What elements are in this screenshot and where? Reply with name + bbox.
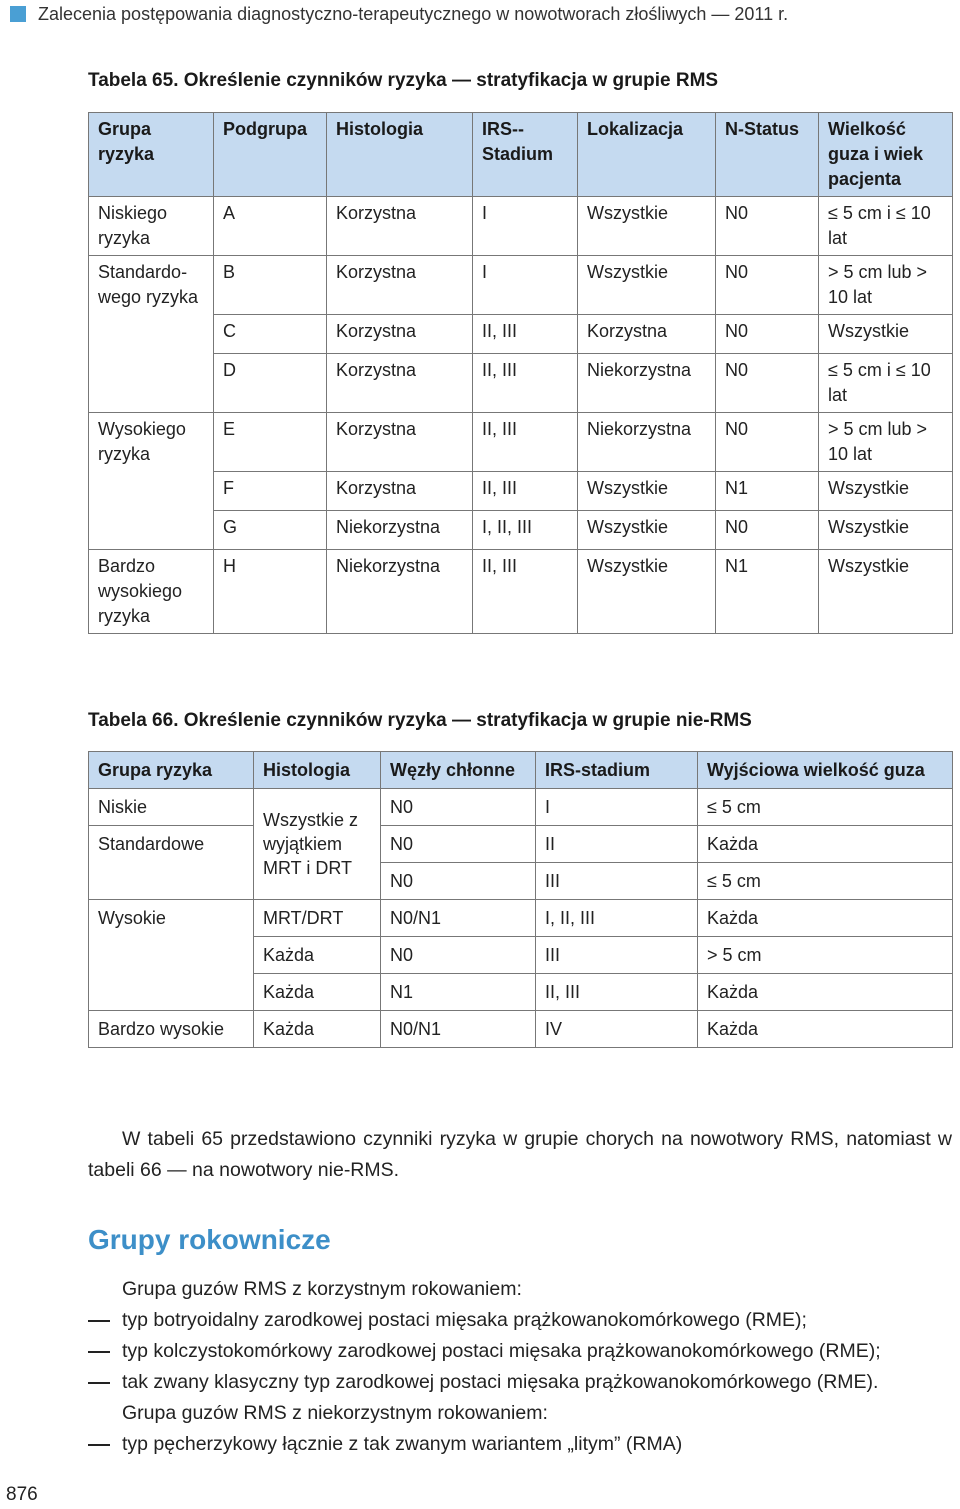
table-cell: > 5 cm lub > 10 lat xyxy=(819,256,953,315)
table65-header: N-Status xyxy=(716,113,819,197)
table-cell: N0 xyxy=(716,315,819,354)
risk-group-cell: Standardowe xyxy=(89,826,254,900)
table-cell: I xyxy=(536,789,698,826)
table-cell: N1 xyxy=(716,550,819,634)
table-cell: Każda xyxy=(698,1011,953,1048)
table-cell: Niekorzystna xyxy=(578,354,716,413)
table-row xyxy=(89,511,953,550)
table-cell: E xyxy=(214,413,327,472)
table-cell: B xyxy=(214,256,327,315)
risk-group-cell: Bardzo wysokiego ryzyka xyxy=(89,550,214,634)
risk-group-cell xyxy=(89,354,214,413)
table-row xyxy=(89,197,953,256)
table-row xyxy=(89,826,953,863)
risk-group-cell: Bardzo wysokie xyxy=(89,1011,254,1048)
table-cell: Korzystna xyxy=(327,315,473,354)
table65-header: Wielkość guza i wiek pacjenta xyxy=(819,113,953,197)
table65-header-row xyxy=(89,113,953,197)
table-cell: II, III xyxy=(473,472,578,511)
table-cell: II, III xyxy=(473,315,578,354)
table66-header: Histologia xyxy=(254,752,381,789)
table-row xyxy=(89,354,953,413)
list-item: typ kolczystokomórkowy zarodkowej postaci mięsaka prążkowanokomórkowego (RME); xyxy=(88,1336,952,1367)
risk-group-cell: Niskiego ryzyka xyxy=(89,197,214,256)
table-cell: N0 xyxy=(716,256,819,315)
table-cell: Wszystkie xyxy=(578,550,716,634)
table-cell: Niekorzystna xyxy=(578,413,716,472)
table66-caption: Tabela 66. Określenie czynników ryzyka — stratyfikacja w grupie nie-RMS xyxy=(88,710,752,731)
risk-group-cell: Niskie xyxy=(89,789,254,826)
table66 xyxy=(88,751,953,1048)
table-cell: Każda xyxy=(254,974,381,1011)
prognosis-list xyxy=(88,1274,952,1460)
table-cell: N1 xyxy=(381,974,536,1011)
table-cell: ≤ 5 cm i ≤ 10 lat xyxy=(819,354,953,413)
table-cell: Korzystna xyxy=(327,256,473,315)
risk-group-cell: Wysokiego ryzyka xyxy=(89,413,214,472)
table-cell: N0/N1 xyxy=(381,900,536,937)
table-cell: II, III xyxy=(473,354,578,413)
table-cell: Każda xyxy=(698,826,953,863)
table-cell: Wszystkie xyxy=(819,550,953,634)
risk-group-cell: Wysokie xyxy=(89,900,254,1011)
table-cell: Wszystkie xyxy=(578,511,716,550)
table-cell: I xyxy=(473,256,578,315)
table66-header: IRS-stadium xyxy=(536,752,698,789)
table65-header: Histologia xyxy=(327,113,473,197)
list-item: typ pęcherzykowy łącznie z tak zwanym wariantem „litym” (RMA) xyxy=(88,1429,952,1460)
table-cell: Wszystkie xyxy=(819,315,953,354)
table-cell: ≤ 5 cm i ≤ 10 lat xyxy=(819,197,953,256)
table-cell: Wszystkie xyxy=(578,472,716,511)
table66-header: Grupa ryzyka xyxy=(89,752,254,789)
table-cell: Wszystkie xyxy=(578,256,716,315)
risk-group-cell xyxy=(89,511,214,550)
table66-header: Wyjściowa wielkość guza xyxy=(698,752,953,789)
table-cell: Korzystna xyxy=(327,413,473,472)
table-row xyxy=(89,900,953,937)
table-row xyxy=(89,413,953,472)
table-cell: > 5 cm xyxy=(698,937,953,974)
favorable-label: Grupa guzów RMS z korzystnym rokowaniem: xyxy=(122,1278,522,1300)
table-cell: F xyxy=(214,472,327,511)
table-cell: G xyxy=(214,511,327,550)
table-cell: C xyxy=(214,315,327,354)
table-cell: Korzystna xyxy=(327,472,473,511)
table-cell: N0 xyxy=(716,197,819,256)
table-cell: Korzystna xyxy=(578,315,716,354)
table-cell: III xyxy=(536,863,698,900)
table65-caption: Tabela 65. Określenie czynników ryzyka — stratyfikacja w grupie RMS xyxy=(88,70,719,91)
table-cell: Każda xyxy=(698,900,953,937)
table65-header: Grupa ryzyka xyxy=(89,113,214,197)
table65-header: IRS--Stadium xyxy=(473,113,578,197)
running-header xyxy=(0,2,960,28)
table-cell: Wszystkie xyxy=(819,472,953,511)
table-cell: Każda xyxy=(254,1011,381,1048)
table-cell: IV xyxy=(536,1011,698,1048)
table-cell: Wszystkie xyxy=(578,197,716,256)
table-row xyxy=(89,550,953,634)
table-cell: I, II, III xyxy=(536,900,698,937)
header-square-icon xyxy=(10,6,26,22)
table-row xyxy=(89,789,953,826)
histology-merged-cell: Wszystkie z wyjątkiem MRT i DRT xyxy=(254,789,381,900)
table-row xyxy=(89,1011,953,1048)
table-cell: N0 xyxy=(716,354,819,413)
table-row xyxy=(89,315,953,354)
table-cell: N0/N1 xyxy=(381,1011,536,1048)
unfavorable-label: Grupa guzów RMS z niekorzystnym rokowaniem: xyxy=(122,1402,548,1424)
table-row xyxy=(89,472,953,511)
table-cell: Niekorzystna xyxy=(327,550,473,634)
table-cell: A xyxy=(214,197,327,256)
table-cell: II, III xyxy=(473,413,578,472)
table-row xyxy=(89,256,953,315)
table-cell: N0 xyxy=(716,413,819,472)
table65-header: Lokalizacja xyxy=(578,113,716,197)
table66-header: Węzły chłonne xyxy=(381,752,536,789)
list-item: tak zwany klasyczny typ zarodkowej postaci mięsaka prążkowanokomórkowego (RME). xyxy=(88,1367,952,1398)
table65 xyxy=(88,112,953,634)
table-cell: MRT/DRT xyxy=(254,900,381,937)
running-header-text: Zalecenia postępowania diagnostyczno-terapeutycznego w nowotworach złośliwych — 2011 r. xyxy=(38,4,789,24)
table66-header-row xyxy=(89,752,953,789)
table-cell: I xyxy=(473,197,578,256)
table-cell: > 5 cm lub > 10 lat xyxy=(819,413,953,472)
table-cell: Wszystkie xyxy=(819,511,953,550)
risk-group-cell xyxy=(89,315,214,354)
table65-header: Podgrupa xyxy=(214,113,327,197)
table-cell: N1 xyxy=(716,472,819,511)
table-cell: II, III xyxy=(473,550,578,634)
table-cell: Niekorzystna xyxy=(327,511,473,550)
table-cell: N0 xyxy=(381,826,536,863)
list-item: typ botryoidalny zarodkowej postaci mięsaka prążkowanokomórkowego (RME); xyxy=(88,1305,952,1336)
page-number: 876 xyxy=(6,1484,38,1505)
table-cell: N0 xyxy=(381,789,536,826)
table-cell: ≤ 5 cm xyxy=(698,789,953,826)
table-cell: D xyxy=(214,354,327,413)
risk-group-cell: Standardo-wego ryzyka xyxy=(89,256,214,315)
table-cell: Każda xyxy=(254,937,381,974)
table-cell: N0 xyxy=(381,863,536,900)
table-cell: II, III xyxy=(536,974,698,1011)
table-cell: N0 xyxy=(716,511,819,550)
table-cell: III xyxy=(536,937,698,974)
table-cell: Korzystna xyxy=(327,354,473,413)
table-cell: I, II, III xyxy=(473,511,578,550)
table-cell: II xyxy=(536,826,698,863)
table-cell: Każda xyxy=(698,974,953,1011)
table-cell: H xyxy=(214,550,327,634)
risk-group-cell xyxy=(89,472,214,511)
table-cell: N0 xyxy=(381,937,536,974)
table-cell: ≤ 5 cm xyxy=(698,863,953,900)
section-title: Grupy rokownicze xyxy=(88,1224,331,1255)
intro-paragraph: W tabeli 65 przedstawiono czynniki ryzyka w grupie chorych na nowotwory RMS, natomiast w tabeli 66 — na nowotwory nie-RMS. xyxy=(88,1128,952,1181)
table-cell: Korzystna xyxy=(327,197,473,256)
